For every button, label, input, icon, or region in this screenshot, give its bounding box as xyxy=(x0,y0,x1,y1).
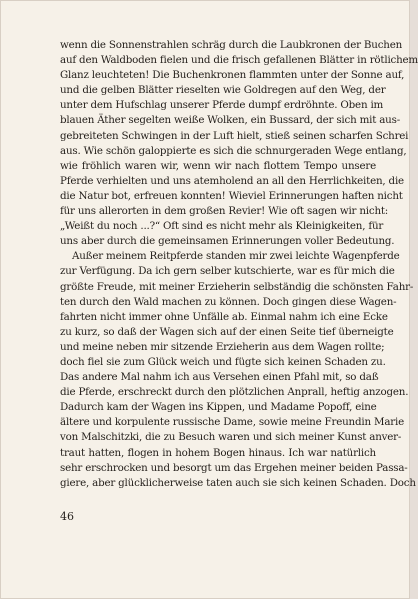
text-line: auf den Waldboden fielen und die frisch gefallenen Blätter in rötlichem xyxy=(60,54,418,67)
text-line: doch fiel sie zum Glück weich und fügte sich keinen Schaden zu. xyxy=(60,355,386,368)
text-line: Glanz leuchteten! Die Buchenkronen flammten unter der Sonne auf, xyxy=(60,69,405,82)
text-line: ten durch den Wald machen zu können. Doch gingen diese Wagen- xyxy=(60,295,397,308)
text-line: traut hatten, flogen in hohem Bogen hinaus. Ich war natürlich xyxy=(60,446,376,459)
text-line: aus. Wie schön galoppierte es sich die schnurgeraden Wege entlang, xyxy=(60,144,407,157)
body-text xyxy=(60,38,418,491)
page-number: 46 xyxy=(60,510,74,523)
text-line: giere, aber glücklicherweise taten auch sie sich keinen Schaden. Doch xyxy=(60,476,416,489)
text-line: wenn die Sonnenstrahlen schräg durch die Laubkronen der Buchen xyxy=(60,39,403,51)
text-line: die Natur bot, erfreuen konnten! Wieviel Erinnerungen haften nicht xyxy=(60,189,403,202)
text-line: und die gelben Blätter rieselten wie Goldregen auf den Weg, der xyxy=(60,84,386,97)
text-line: wie fröhlich waren wir, wenn wir nach flottem Tempo unsere xyxy=(60,159,376,172)
text-line: gebreiteten Schwingen in der Luft hielt, stieß seinen scharfen Schrei xyxy=(60,129,409,142)
text-line: uns aber durch die gemeinsamen Erinnerungen voller Bedeutung. xyxy=(60,235,395,248)
text-line: für uns allerorten in dem großen Revier! Wie oft sagen wir nicht: xyxy=(60,205,389,218)
text-line: ältere und korpulente russische Dame, sowie meine Freundin Marie xyxy=(60,416,404,429)
text-line: unter dem Hufschlag unserer Pferde dumpf erdröhnte. Oben im xyxy=(60,99,384,112)
text-line: Dadurch kam der Wagen ins Kippen, und Madame Popoff, eine xyxy=(60,401,377,414)
text-line: Pferde verhielten und uns atemholend an all den Herrlichkeiten, die xyxy=(60,174,404,187)
text-line: Das andere Mal nahm ich aus Versehen einen Pfahl mit, so daß xyxy=(60,371,379,384)
text-line: „Weißt du noch ...?“ Oft sind es nicht mehr als Kleinigkeiten, für xyxy=(60,220,384,233)
text-line: und meine neben mir sitzende Erzieherin aus dem Wagen rollte; xyxy=(60,340,385,353)
text-line: blauen Äther segelten weiße Wolken, ein Bussard, der sich mit aus- xyxy=(60,114,400,127)
text-line: Außer meinem Reitpferde standen mir zwei leichte Wagenpferde xyxy=(72,250,400,263)
text-line: von Malschitzki, die zu Besuch waren und sich meiner Kunst anver- xyxy=(60,431,402,444)
text-line: zu kurz, so daß der Wagen sich auf der einen Seite tief überneigte xyxy=(60,325,394,338)
text-line: die Pferde, erschreckt durch den plötzlichen Anprall, heftig anzogen. xyxy=(60,386,409,399)
text-line: größte Freude, mit meiner Erzieherin selbständig die schönsten Fahr- xyxy=(60,280,414,293)
text-line: zur Verfügung. Da ich gern selber kutschierte, war es für mich die xyxy=(60,265,395,278)
text-line: fahrten nicht immer ohne Unfälle ab. Einmal nahm ich eine Ecke xyxy=(60,310,388,323)
text-line: sehr erschrocken und besorgt um das Ergehen meiner beiden Passa- xyxy=(60,461,408,474)
